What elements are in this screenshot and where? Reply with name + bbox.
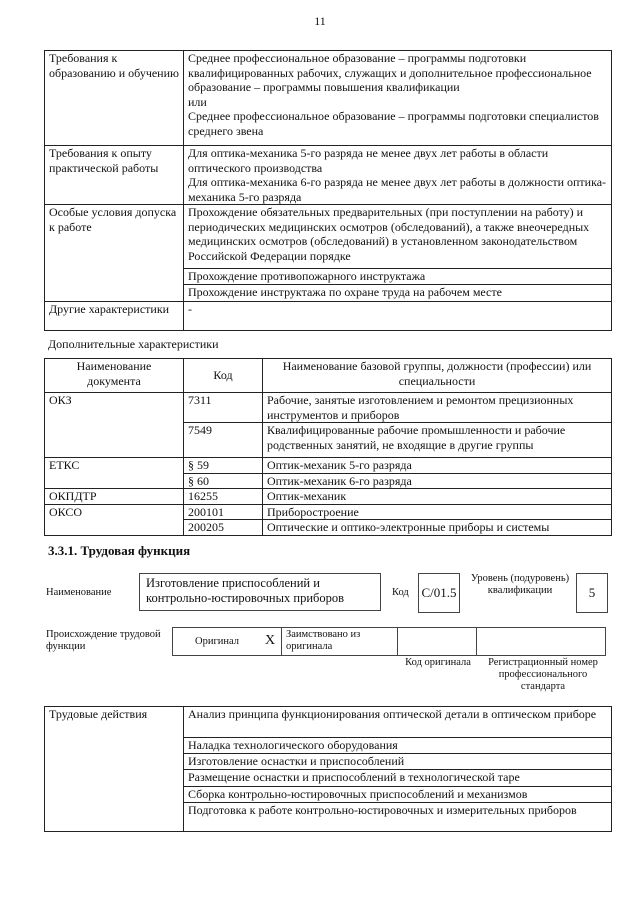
actions-label: Трудовые действия	[45, 707, 184, 832]
header-code: Код	[184, 359, 263, 393]
function-code: С/01.5	[418, 573, 460, 613]
code-label: Код	[392, 587, 409, 598]
original-mark: X	[265, 633, 276, 648]
code-cell: 7311	[184, 393, 263, 423]
action-item: Размещение оснастки и приспособлений в технологической таре	[184, 770, 612, 787]
cell-text: Среднее профессиональное образование – программы подготовки квалифицированных рабочих, служащих и дополнительное профессиональное образование – программы повышения квалификации	[188, 51, 592, 94]
level-value: 5	[576, 573, 608, 613]
name-cell: Оптические и оптико-электронные приборы и системы	[263, 520, 612, 536]
qualification-table	[44, 50, 612, 331]
function-heading: 3.3.1. Трудовая функция	[48, 543, 191, 558]
level-label: Уровень (подуровень) квалификации	[470, 573, 570, 596]
doc-cell: ОКСО	[45, 504, 184, 535]
action-item: Подготовка к работе контрольно-юстировочных и измерительных приборов	[184, 802, 612, 831]
borrowed-label: Заимствовано из оригинала	[286, 629, 361, 652]
additional-table	[44, 358, 612, 536]
origin-label: Происхождение трудовой функции	[46, 629, 161, 652]
name-cell: Оптик-механик 5-го разряда	[263, 458, 612, 474]
header-name: Наименование базовой группы, должности (профессии) или специальности	[263, 359, 612, 393]
action-item: Наладка технологического оборудования	[184, 738, 612, 754]
row-label: Требования к опыту практической работы	[45, 146, 184, 205]
doc-cell: ЕТКС	[45, 458, 184, 489]
name-cell: Квалифицированные рабочие промышленности и рабочие родственных занятий, не входящие в другие группы	[263, 423, 612, 458]
action-item: Сборка контрольно-юстировочных приспособлений и механизмов	[184, 787, 612, 803]
function-name: Изготовление приспособлений и контрольно-юстировочных приборов	[139, 573, 381, 611]
page-number: 11	[314, 14, 326, 28]
code-cell: 200205	[184, 520, 263, 536]
row-label: Требования к образованию и обучению	[45, 51, 184, 146]
action-item: Анализ принципа функционирования оптической детали в оптическом приборе	[184, 707, 612, 738]
actions-table	[44, 706, 612, 832]
name-label: Наименование	[46, 587, 112, 598]
reg-number-label: Регистрационный номер профессионального стандарта	[488, 657, 598, 692]
cell-text: Среднее профессиональное образование – программы подготовки специалистов среднего звена	[188, 109, 599, 138]
code-cell: 200101	[184, 504, 263, 520]
origin-row	[172, 627, 606, 656]
code-cell: § 59	[184, 458, 263, 474]
header-doc: Наименование документа	[45, 359, 184, 393]
name-cell: Оптик-механик 6-го разряда	[263, 473, 612, 489]
doc-cell: ОКЗ	[45, 393, 184, 458]
code-cell: 16255	[184, 489, 263, 505]
cell-text: Прохождение инструктажа по охране труда на рабочем месте	[184, 284, 612, 301]
cell-text: -	[184, 301, 612, 330]
orig-code-label: Код оригинала	[405, 657, 471, 668]
action-item: Изготовление оснастки и приспособлений	[184, 754, 612, 770]
cell-text: Для оптика-механика 5-го разряда не менее двух лет работы в области оптического производства	[188, 146, 549, 175]
cell-text: Прохождение противопожарного инструктажа	[184, 269, 612, 285]
row-label: Другие характеристики	[45, 301, 184, 330]
cell-text: или	[188, 94, 207, 109]
code-cell: 7549	[184, 423, 263, 458]
name-cell: Рабочие, занятые изготовлением и ремонтом прецизионных инструментов и приборов	[263, 393, 612, 423]
cell-text: Прохождение обязательных предварительных (при поступлении на работу) и периодических медицинских осмотров (обследований), а также внеочередных медицинских осмотров (обследований) в установленном законодательством Российской Федерации порядке	[184, 205, 612, 269]
code-cell: § 60	[184, 473, 263, 489]
name-cell: Оптик-механик	[263, 489, 612, 505]
doc-cell: ОКПДТР	[45, 489, 184, 505]
additional-title: Дополнительные характеристики	[48, 337, 219, 351]
row-label: Особые условия допуска к работе	[45, 205, 184, 302]
name-cell: Приборостроение	[263, 504, 612, 520]
cell-text: Для оптика-механика 6-го разряда не менее двух лет работы в должности оптика-механика 5-го разряда	[188, 175, 607, 204]
original-label: Оригинал	[195, 636, 239, 647]
